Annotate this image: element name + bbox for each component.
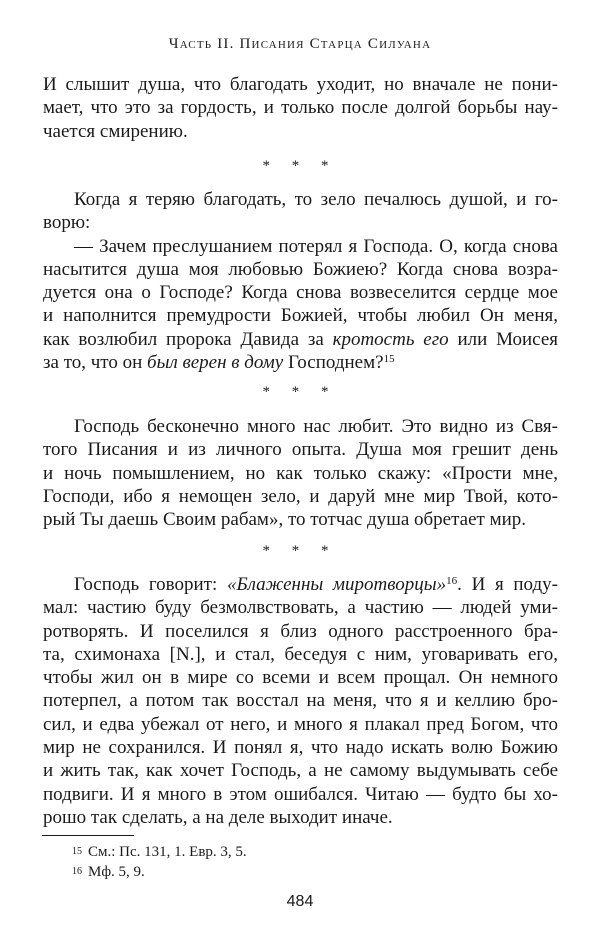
text-line: [43, 736, 558, 759]
text-line: [43, 783, 558, 806]
text-segment: дуется она о Господе? Когда снова возвеселится сердце мое: [43, 282, 558, 304]
italic-quote: кротость его: [332, 328, 449, 350]
paragraph-2: [43, 188, 558, 374]
text-line: [43, 643, 558, 666]
text-line: [43, 713, 558, 736]
footnote-16: [72, 862, 145, 882]
text-line: [43, 351, 558, 374]
text-segment: — Зачем преслушанием потерял я Господа. О, когда снова: [74, 235, 558, 257]
text-line: [43, 620, 558, 643]
paragraph-1: [43, 73, 558, 143]
text-line: [43, 73, 558, 96]
footnote-15: [72, 842, 247, 862]
page-number: 484: [286, 893, 314, 910]
text-segment: подвиги. И я много в этом ошибался. Читаю — будто бы хо-: [43, 783, 558, 805]
text-line: [43, 96, 558, 119]
text-line: [43, 328, 558, 351]
text-segment: мает, что это за гордость, и только после долгой борьбы нау-: [43, 97, 558, 119]
text-segment: И слышит душа, что благодать уходит, но вначале не пони-: [43, 74, 558, 95]
text-line: [43, 485, 558, 508]
italic-quote: был верен в дому: [147, 352, 284, 374]
text-segment: мал: частию буду безмолвствовать, а частию — людей уми-: [43, 597, 558, 619]
text-segment: насытится душа моя любовью Божиею? Когда снова возра-: [43, 258, 558, 280]
text-segment: ротворять. И поселился я близ одного расстроенного бра-: [43, 620, 558, 642]
text-line: [43, 258, 558, 281]
text-line: [43, 759, 558, 782]
footnote-number: 16: [72, 866, 82, 877]
text-line: [43, 281, 558, 304]
text-segment: . И я поду-: [457, 574, 558, 595]
italic-quote: «Блаженны миротворцы»: [226, 574, 447, 595]
text-segment: как возлюбил пророка Давида за: [43, 328, 333, 350]
text-segment: того Писания и из личного опыта. Душа моя грешит день: [43, 439, 558, 461]
footnote-rule: [42, 835, 134, 836]
footnote-text: Мф. 5, 9.: [88, 864, 145, 880]
text-segment: или Моисея: [448, 328, 558, 350]
text-segment: потерпел, а потом так восстал на меня, что я и келлию бро-: [43, 690, 558, 712]
text-segment: Господнем?: [283, 352, 384, 374]
text-line: [43, 508, 558, 531]
text-line: [43, 596, 558, 619]
text-line: [43, 438, 558, 461]
text-line: [43, 235, 558, 258]
text-segment: Когда я теряю благодать, то зело печалюсь душой, и го-: [74, 189, 558, 210]
text-segment: та, схимонаха [N.], и стал, беседуя с ним, уговаривать его,: [43, 643, 558, 665]
footnote-number: 15: [72, 846, 82, 857]
text-segment: за то, что он: [43, 352, 148, 374]
footnote-ref[interactable]: 15: [383, 353, 395, 366]
text-segment: Господи, ибо я немощен зело, и даруй мне мир Твой, кото-: [43, 485, 558, 507]
running-header: Часть II. Писания Старца Силуана: [168, 36, 432, 52]
footnote-text: См.: Пс. 131, 1. Евр. 3, 5.: [88, 844, 247, 860]
text-line: [43, 462, 558, 485]
text-segment: Господь бесконечно много нас любит. Это видно из Свя-: [74, 416, 558, 437]
text-line: [43, 304, 558, 327]
text-line: [43, 573, 558, 596]
paragraph-3: [43, 415, 558, 531]
footnote-ref[interactable]: 16: [446, 575, 458, 587]
text-segment: сил, и едва убежал от него, и много я плакал пред Богом, что: [43, 713, 558, 735]
section-separator: * * *: [262, 158, 338, 174]
paragraph-4: [43, 573, 558, 829]
text-line: [43, 689, 558, 712]
text-segment: чтобы жил он в мире со всеми и всем прощал. Он немного: [43, 667, 558, 689]
text-line: [43, 120, 558, 143]
text-segment: чается смирению.: [43, 120, 188, 142]
text-segment: и наполнится премудрости Божией, чтобы любил Он меня,: [43, 305, 558, 327]
text-segment: мир не сохранился. И понял я, что надо искать волю Божию: [43, 737, 558, 759]
text-line: [43, 415, 558, 438]
text-segment: рый Ты даешь Своим рабам», то тотчас душа обретает мир.: [43, 509, 527, 531]
text-line: [43, 211, 558, 234]
text-segment: рошо так сделать, а на деле выходит иначе.: [43, 806, 393, 828]
text-segment: и ночь помышлением, но как только скажу: «Прости мне,: [43, 462, 558, 484]
section-separator: * * *: [262, 384, 338, 400]
text-segment: ворю:: [43, 212, 91, 234]
text-line: [43, 666, 558, 689]
text-segment: Господь говорит:: [74, 574, 227, 595]
text-line: [43, 188, 558, 211]
text-line: [43, 806, 558, 829]
section-separator: * * *: [262, 543, 338, 559]
text-segment: и жить так, как хочет Господь, а не самому выдумывать себе: [43, 760, 558, 782]
